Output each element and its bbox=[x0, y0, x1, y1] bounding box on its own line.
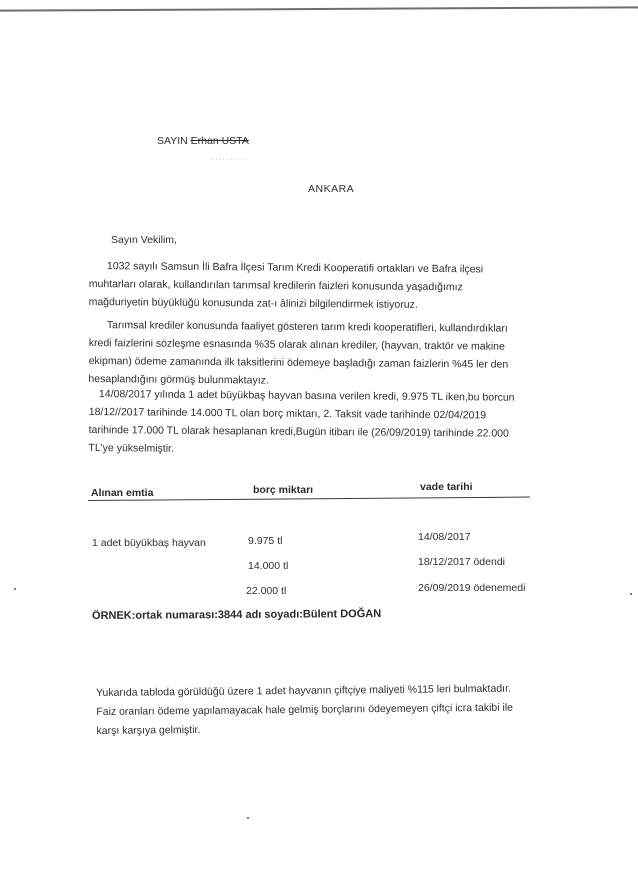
paragraph-line: 1032 sayılı Samsun İli Bafra İlçesi Tarım Kredi Kooperatifi ortakları ve Bafra ilçesi bbox=[106, 260, 484, 276]
paragraph-line: TL'ye yükselmiştir. bbox=[88, 441, 174, 455]
table-amount-cell: 9.975 tl bbox=[248, 535, 283, 547]
paragraph-1 bbox=[89, 257, 484, 314]
paragraph-line: Yukarıda tabloda görüldüğü üzere 1 adet hayvanın çiftçiye maliyeti %115 leri bulmaktadır. bbox=[96, 682, 511, 699]
table-amount-cell: 22.000 tl bbox=[246, 585, 287, 597]
table-header-due-date: vade tarihi bbox=[420, 481, 473, 493]
table-header-rule bbox=[88, 497, 530, 501]
scan-speck bbox=[14, 588, 16, 590]
paragraph-line: kredi faizlerini sözleşme esnasında %35 olarak alınan krediler, (hayvan, traktör ve makine bbox=[88, 336, 505, 353]
paragraph-line: Tarımsal krediler konusunda faaliyet gösteren tarım kredi kooperatifleri, kullandırdıkları bbox=[106, 319, 508, 335]
salutation-prefix: SAYIN bbox=[157, 135, 188, 147]
paragraph-line: Faiz oranları ödeme yapılamayacak hale gelmiş borçlarını ödeyemeyen çiftçi icra takibi ile bbox=[96, 701, 514, 718]
faint-line: .......... bbox=[212, 156, 249, 162]
paragraph-2 bbox=[88, 316, 508, 392]
paragraph-line: 14/08/2017 yılında 1 adet büyükbaş hayvan basına verilen kredi, 9.975 TL iken,bu borcun bbox=[98, 388, 515, 404]
salutation-line bbox=[157, 135, 249, 147]
table-header-item: Alınan emtia bbox=[91, 487, 154, 499]
recipient-name: Erhan USTA bbox=[190, 135, 249, 147]
example-line: ÖRNEK:ortak numarası:3844 adı soyadı:Bülent DOĞAN bbox=[91, 607, 382, 622]
paragraph-line: muhtarları olarak, kullandırılan tarımsal kredilerin faizleri konusunda yaşadığımız bbox=[88, 277, 463, 294]
paragraph-line: karşı karşıya gelmiştir. bbox=[96, 723, 201, 737]
table-date-cell: 26/09/2019 ödenemedi bbox=[418, 582, 526, 594]
table-amount-cell: 14.000 tl bbox=[248, 560, 289, 572]
greeting: Sayın Vekilim, bbox=[111, 234, 177, 246]
table-item-cell: 1 adet büyükbaş hayvan bbox=[92, 537, 206, 549]
paragraph-line: hesaplandığını görmüş bulunmaktayız. bbox=[88, 372, 269, 387]
table-header-amount: borç miktarı bbox=[253, 484, 314, 496]
closing-paragraph bbox=[96, 680, 513, 741]
paragraph-line: tarihinde 17.000 TL olarak hesaplanan kredi,Bugün itibarı ile (26/09/2019) tarihinde 22.000 bbox=[88, 423, 509, 440]
table-date-cell: 18/12/2017 ödendi bbox=[418, 556, 505, 568]
scan-edge-line bbox=[0, 6, 638, 11]
city-line: ANKARA bbox=[308, 183, 355, 195]
scan-speck bbox=[247, 817, 249, 819]
scan-speck bbox=[630, 593, 632, 595]
paragraph-line: 18/12//2017 tarihinde 14.000 TL olan borç miktarı, 2. Taksit vade tarihinde 02/04/2019 bbox=[88, 405, 487, 422]
paragraph-3 bbox=[88, 385, 514, 461]
paragraph-line: mağduriyetin büyüklüğü konusunda zat-ı âlinizi bilgilendirmek istiyoruz. bbox=[88, 295, 418, 311]
paragraph-line: ekipman) ödeme zamanında ilk taksitlerini ödemeye başladığı zaman faizlerin %45 ler den bbox=[88, 354, 509, 371]
table-date-cell: 14/08/2017 bbox=[418, 531, 471, 543]
